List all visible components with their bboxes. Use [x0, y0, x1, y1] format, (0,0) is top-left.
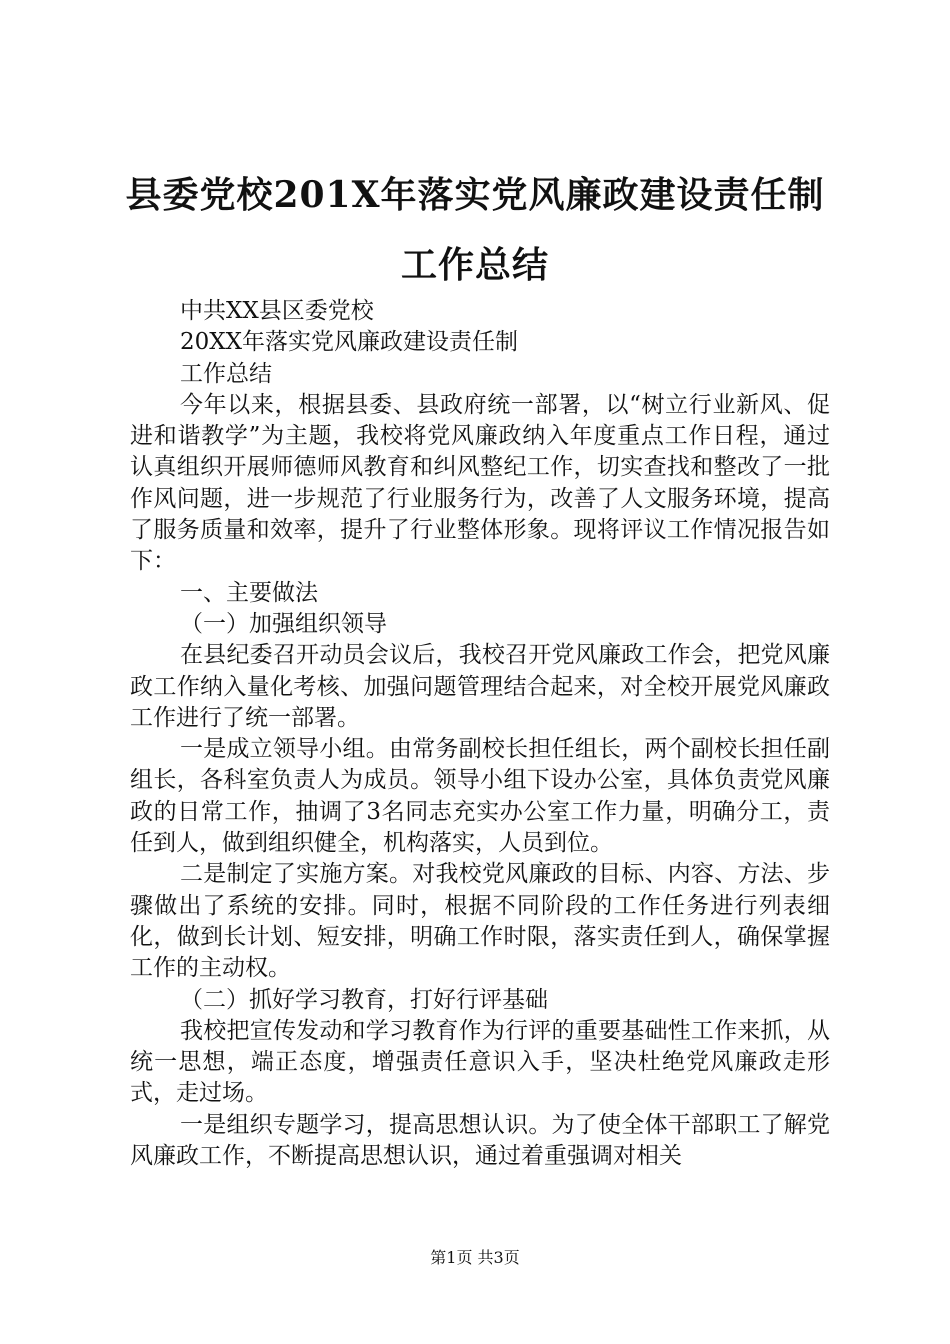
subsection-heading: （一）加强组织领导 — [180, 610, 387, 637]
section-heading: 一、主要做法 — [180, 579, 318, 606]
paragraph: 二是制定了实施方案。对我校党风廉政的目标、内容、方法、步骤做出了系统的安排。同时，根据不同阶段的工作任务进行列表细化，做到长计划、短安排，明确工作时限，落实责任到人，确保掌握工作的主动权。 — [130, 861, 830, 982]
paragraph: 一是成立领导小组。由常务副校长担任组长，两个副校长担任副组长，各科室负责人为成员。领导小组下设办公室，具体负责党风廉政的日常工作，抽调了3名同志充实办公室工作力量，明确分工，责任到人，做到组织健全，机构落实，人员到位。 — [130, 736, 830, 857]
paragraph: 今年以来，根据县委、县政府统一部署，以“树立行业新风、促进和谐教学”为主题，我校将党风廉政纳入年度重点工作日程，通过认真组织开展师德师风教育和纠风整纪工作，切实查找和整改了一批作风问题，进一步规范了行业服务行为，改善了人文服务环境，提高了服务质量和效率，提升了行业整体形象。现将评议工作情况报告如下： — [130, 391, 830, 575]
page-number-footer: 第1页 共3页 — [430, 1248, 520, 1267]
paragraph: 中共XX县区委党校 — [180, 298, 374, 324]
paragraph: 20XX年落实党风廉政建设责任制 — [180, 329, 519, 356]
document-body — [130, 296, 830, 1172]
paragraph: 一是组织专题学习，提高思想认识。为了使全体干部职工了解党风廉政工作，不断提高思想认识，通过着重强调对相关 — [130, 1111, 830, 1170]
subsection-heading: （二）抓好学习教育，打好行评基础 — [180, 986, 548, 1013]
document-title: 县委党校201X年落实党风廉政建设责任制工作总结 — [125, 174, 825, 286]
paragraph: 在县纪委召开动员会议后，我校召开党风廉政工作会，把党风廉政工作纳入量化考核、加强问题管理结合起来，对全校开展党风廉政工作进行了统一部署。 — [130, 642, 830, 731]
paragraph: 工作总结 — [180, 360, 272, 387]
paragraph: 我校把宣传发动和学习教育作为行评的重要基础性工作来抓，从统一思想，端正态度，增强责任意识入手，坚决杜绝党风廉政走形式，走过场。 — [130, 1017, 830, 1107]
